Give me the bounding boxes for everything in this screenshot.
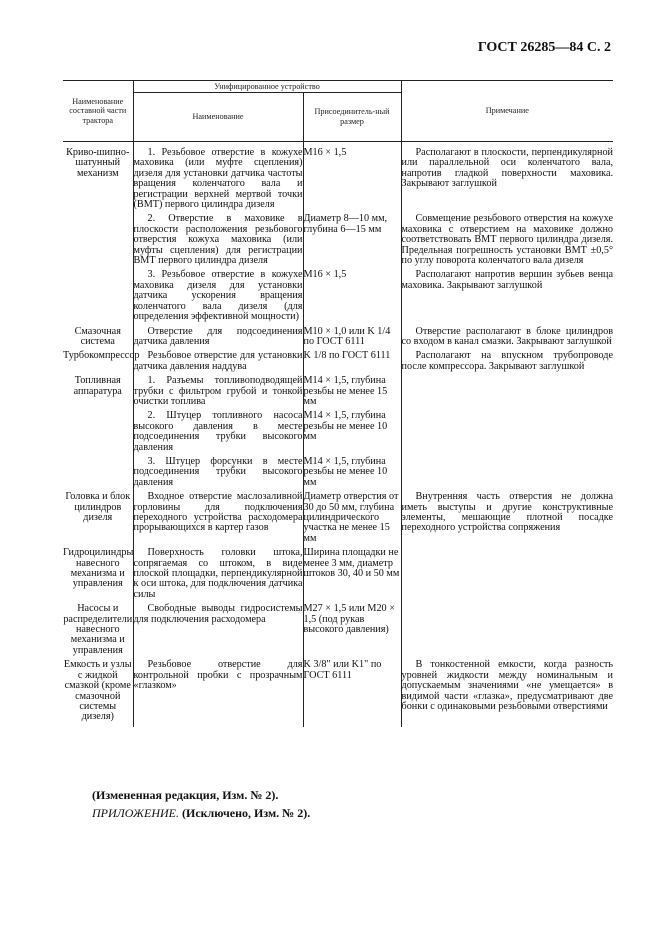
part-cell: Емкость и узлы с жидкой смазкой (кроме смазочной системы дизеля) (63, 660, 133, 726)
header-note: Примечание (401, 81, 613, 142)
table-row (63, 660, 613, 726)
part-cell (63, 270, 133, 326)
header-name: Наименование (133, 93, 303, 142)
size-cell: М16 × 1,5 (303, 142, 401, 215)
table-row (63, 492, 613, 548)
part-cell: Гидроцилиндры навесного механизма и управления (63, 548, 133, 604)
size-cell: М14 × 1,5, глубина резьбы не менее 10 мм (303, 457, 401, 492)
part-cell (63, 411, 133, 457)
size-cell: М27 × 1,5 или М20 × 1,5 (под рукав высокого давления) (303, 604, 401, 660)
header-part: Наименование составной части трактора (63, 81, 133, 142)
name-cell: 3. Штуцер форсунки в месте подсоединения трубки высокого давления (133, 455, 303, 488)
header-size: Присоединитель-ный размер (303, 93, 401, 142)
note-cell: Располагают в плоскости, перпендикулярной или параллельной оси коленчатого вала, напротив гладкой поверхности маховика. Закрывают заглушкой (401, 147, 614, 190)
size-cell: М16 × 1,5 (303, 270, 401, 326)
part-cell: Смазочная система (63, 327, 133, 352)
note-cell: Располагают на впускном трубопроводе после компрессора. Закрывают заглушкой (401, 350, 614, 372)
size-cell: М14 × 1,5, глубина резьбы не менее 10 мм (303, 411, 401, 457)
table-row (63, 411, 613, 457)
appendix-note (92, 806, 310, 821)
part-cell: Головка и блок цилиндров дизеля (63, 492, 133, 548)
size-cell: Ширина площадки не менее 3 мм, диаметр штоков 30, 40 и 50 мм (303, 548, 401, 604)
name-cell: 1. Разъемы топливоподводящей трубки с фильтром грубой и тонкой очистки топлива (133, 375, 303, 407)
note-cell: Располагают напротив вершин зубьев венца маховика. Закрывают заглушкой (401, 269, 614, 291)
part-cell: Насосы и распределители навесного механизма и управления (63, 604, 133, 660)
name-cell: Резьбовое отверстие для установки датчика давления наддува (133, 350, 303, 372)
table-row (63, 351, 613, 376)
table-row (63, 604, 613, 660)
edit-note: (Измененная редакция, Изм. № 2). (92, 788, 279, 802)
size-cell: K 3/8" или K1" по ГОСТ 6111 (303, 660, 401, 726)
note-cell: Совмещение резьбового отверстия на кожухе маховика с отверстием на маховике должно соответствовать ВМТ первого цилиндра дизеля. Предельная погрешность установки ВМТ ±0,5° по углу поворота коленчатого вала дизеля (401, 213, 614, 267)
table-row (63, 142, 613, 215)
name-cell: Свободные выводы гидросистемы для подключения расходомера (133, 603, 303, 625)
table-row (63, 270, 613, 326)
appendix-label: ПРИЛОЖЕНИЕ. (92, 806, 179, 820)
size-cell: М14 × 1,5, глубина резьбы не менее 15 мм (303, 376, 401, 411)
note-cell: Отверстие располагают в блоке цилиндров со входом в канал смазки. Закрывают заглушкой (401, 325, 614, 347)
name-cell: 2. Штуцер топливного насоса высокого давления в месте подсоединения трубки высокого давления (133, 410, 303, 453)
size-cell: Диаметр 8—10 мм, глубина 6—15 мм (303, 214, 401, 270)
note-cell: В тонкостенной емкости, когда разность уровней жидкости между номинальным и допускаемым значениями «не умещается» в видимой части «глазка», предусматривают две бонки с одинаковыми резьбовыми отверстиями (401, 659, 614, 712)
part-cell (63, 214, 133, 270)
name-cell: Входное отверстие маслозаливной горловины для подключения переходного устройства расходомера прорывающихся в картер газов (133, 491, 303, 534)
table-row (63, 376, 613, 411)
table-row (63, 214, 613, 270)
name-cell: Поверхность головки штока, сопрягаемая со штоком, в виде плоской площадки, перпендикулярной к оси штока, для подключения датчика силы (133, 547, 303, 600)
name-cell: Резьбовое отверстие для контрольной пробки с прозрачным «глазком» (133, 659, 303, 692)
table-row (63, 457, 613, 492)
interface-table (63, 80, 613, 727)
part-cell: Топливная аппаратура (63, 376, 133, 411)
page-header: ГОСТ 26285—84 С. 2 (477, 40, 611, 55)
size-cell: М10 × 1,0 или K 1/4 по ГОСТ 6111 (303, 327, 401, 352)
name-cell: 2. Отверстие в маховике в плоскости расположения резьбового отверстия кожуха маховика (или муфты сцепления) для регистрации ВМТ первого цилиндра дизеля (133, 213, 303, 267)
note-cell: Внутренняя часть отверстия не должна иметь выступы и другие конструктивные элементы, мешающие плотной посадке переходного устройства сопряжения (401, 491, 614, 534)
name-cell: 1. Резьбовое отверстие в кожухе маховика (или муфте сцепления) дизеля для установки датчика частоты вращения коленчатого вала и регистрации верхней мертвой точки (ВМТ) первого цилиндра дизеля (133, 147, 303, 211)
part-cell: Турбокомпрессор (63, 351, 133, 376)
header-group: Унифицированное устройство (133, 81, 401, 93)
size-cell: Диаметр отверстия от 30 до 50 мм, глубина цилиндрического участка не менее 15 мм (303, 492, 401, 548)
name-cell: Отверстие для подсоединения датчика давления (133, 325, 303, 347)
appendix-text: (Исключено, Изм. № 2). (181, 806, 311, 820)
table-row (63, 327, 613, 352)
part-cell: Криво-шипно-шатунный механизм (63, 142, 133, 215)
part-cell (63, 457, 133, 492)
size-cell: K 1/8 по ГОСТ 6111 (303, 351, 401, 376)
table-row (63, 548, 613, 604)
name-cell: 3. Резьбовое отверстие в кожухе маховика дизеля для установки датчика ускорения вращения коленчатого вала дизеля (для определения эффективной мощности) (133, 269, 303, 323)
